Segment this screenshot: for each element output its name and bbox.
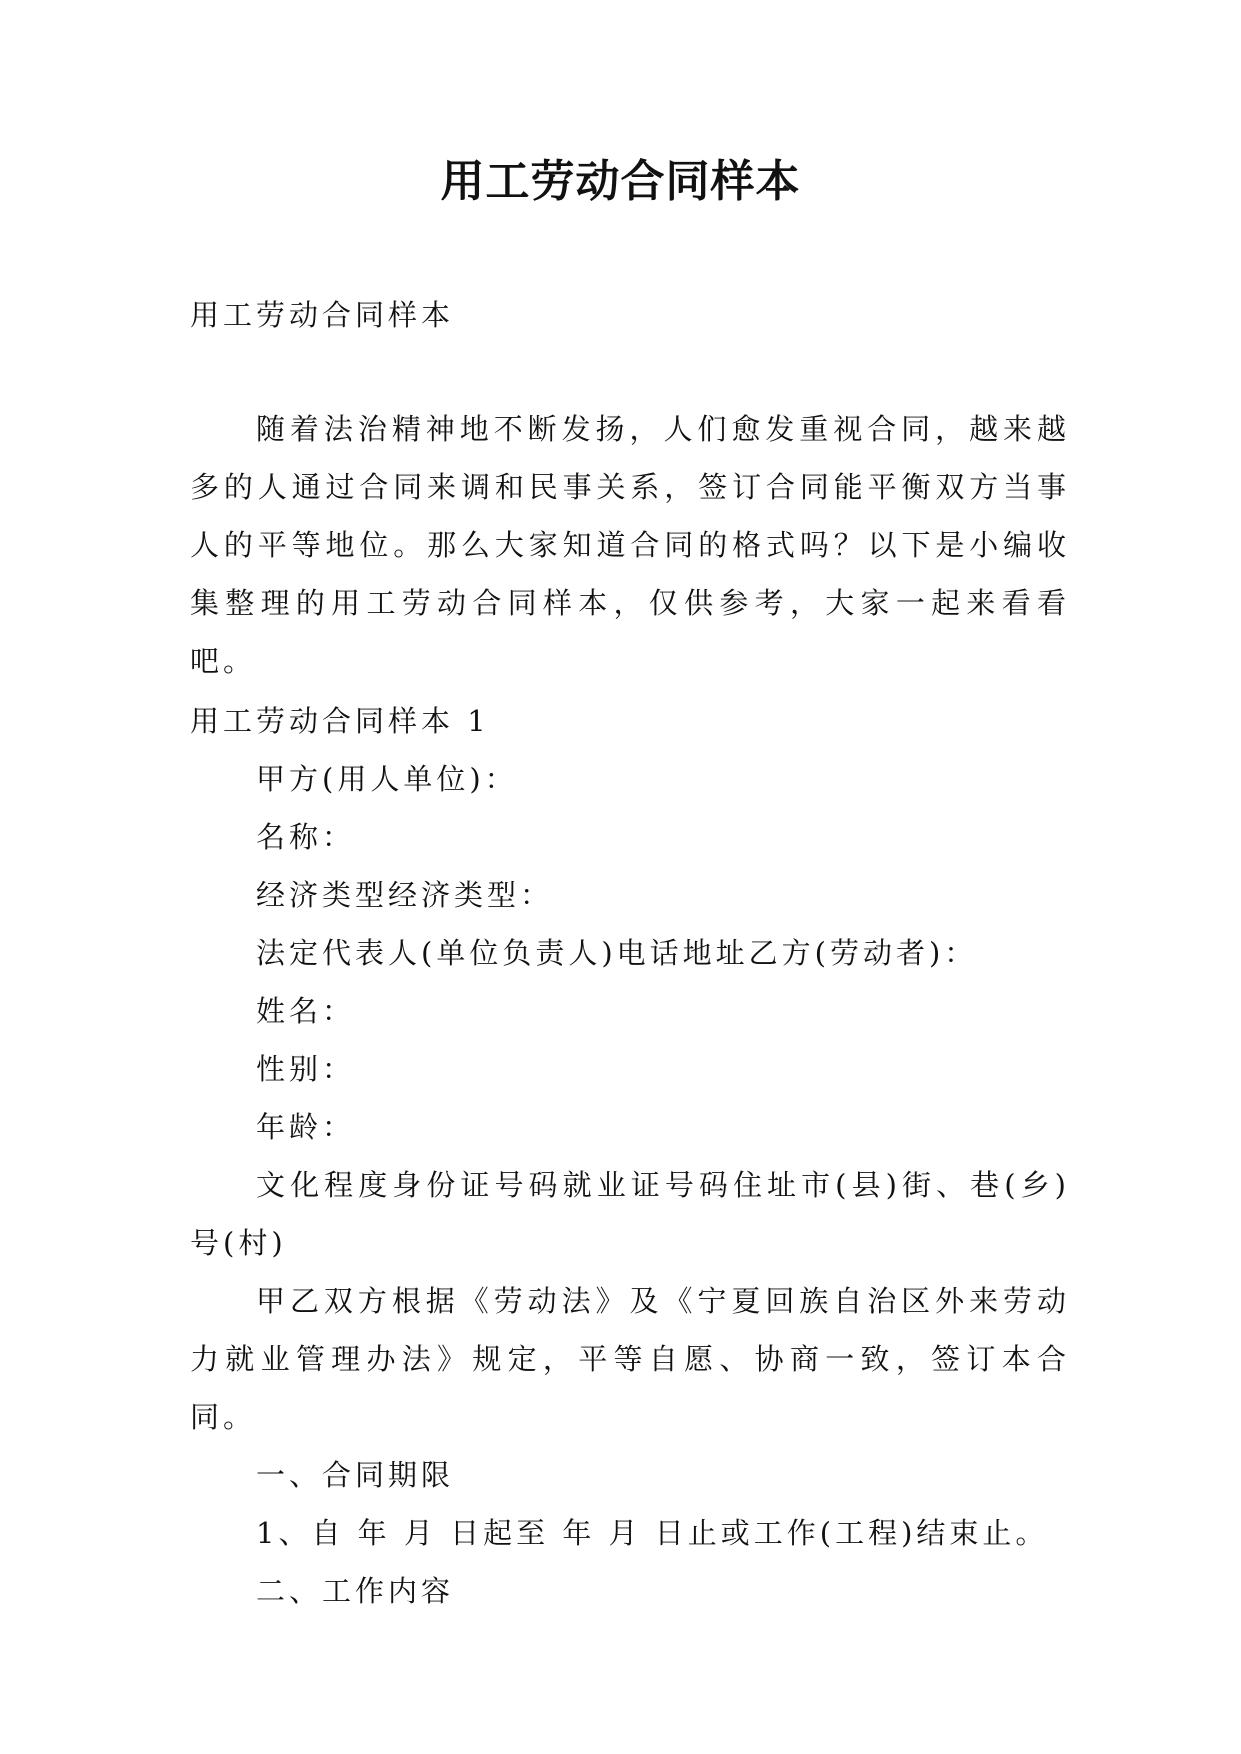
legal-rep-line: 法定代表人(单位负责人)电话地址乙方(劳动者)： xyxy=(256,936,978,970)
age-line: 年龄： xyxy=(256,1110,356,1144)
section-heading: 用工劳动合同样本 1 xyxy=(190,704,490,738)
document-title: 用工劳动合同样本 xyxy=(440,156,801,207)
intro-text: 随着法治精神地不断发扬，人们愈发重视合同，越来越多的人通过合同来调和民事关系，签订合同能平衡双方当事人的平等地位。那么大家知道合同的格式吗？以下是小编收集整理的用工劳动合同样本，仅供参考，大家一起来看看吧。 xyxy=(190,412,1070,678)
economic-type-line: 经济类型经济类型： xyxy=(256,878,554,912)
surname-line: 姓名： xyxy=(256,994,356,1028)
term-item-1: 1、自 年 月 日起至 年 月 日止或工作(工程)结束止。 xyxy=(256,1516,1049,1550)
subtitle-text: 用工劳动合同样本 xyxy=(190,298,455,332)
education-line: 文化程度身份证号码就业证号码住址市(县)街、巷(乡)号(村) xyxy=(190,1168,1070,1260)
document-subtitle xyxy=(190,286,1070,344)
contract-section xyxy=(190,692,1070,1620)
name-line: 名称： xyxy=(256,820,356,854)
gender-line: 性别： xyxy=(256,1052,356,1086)
intro-paragraph xyxy=(190,400,1070,690)
work-heading: 二、工作内容 xyxy=(256,1574,455,1608)
party-a-line: 甲方(用人单位)： xyxy=(256,762,518,796)
basis-paragraph: 甲乙双方根据《劳动法》及《宁夏回族自治区外来劳动力就业管理办法》规定，平等自愿、协商一致，签订本合同。 xyxy=(190,1284,1070,1434)
term-heading: 一、合同期限 xyxy=(256,1458,455,1492)
